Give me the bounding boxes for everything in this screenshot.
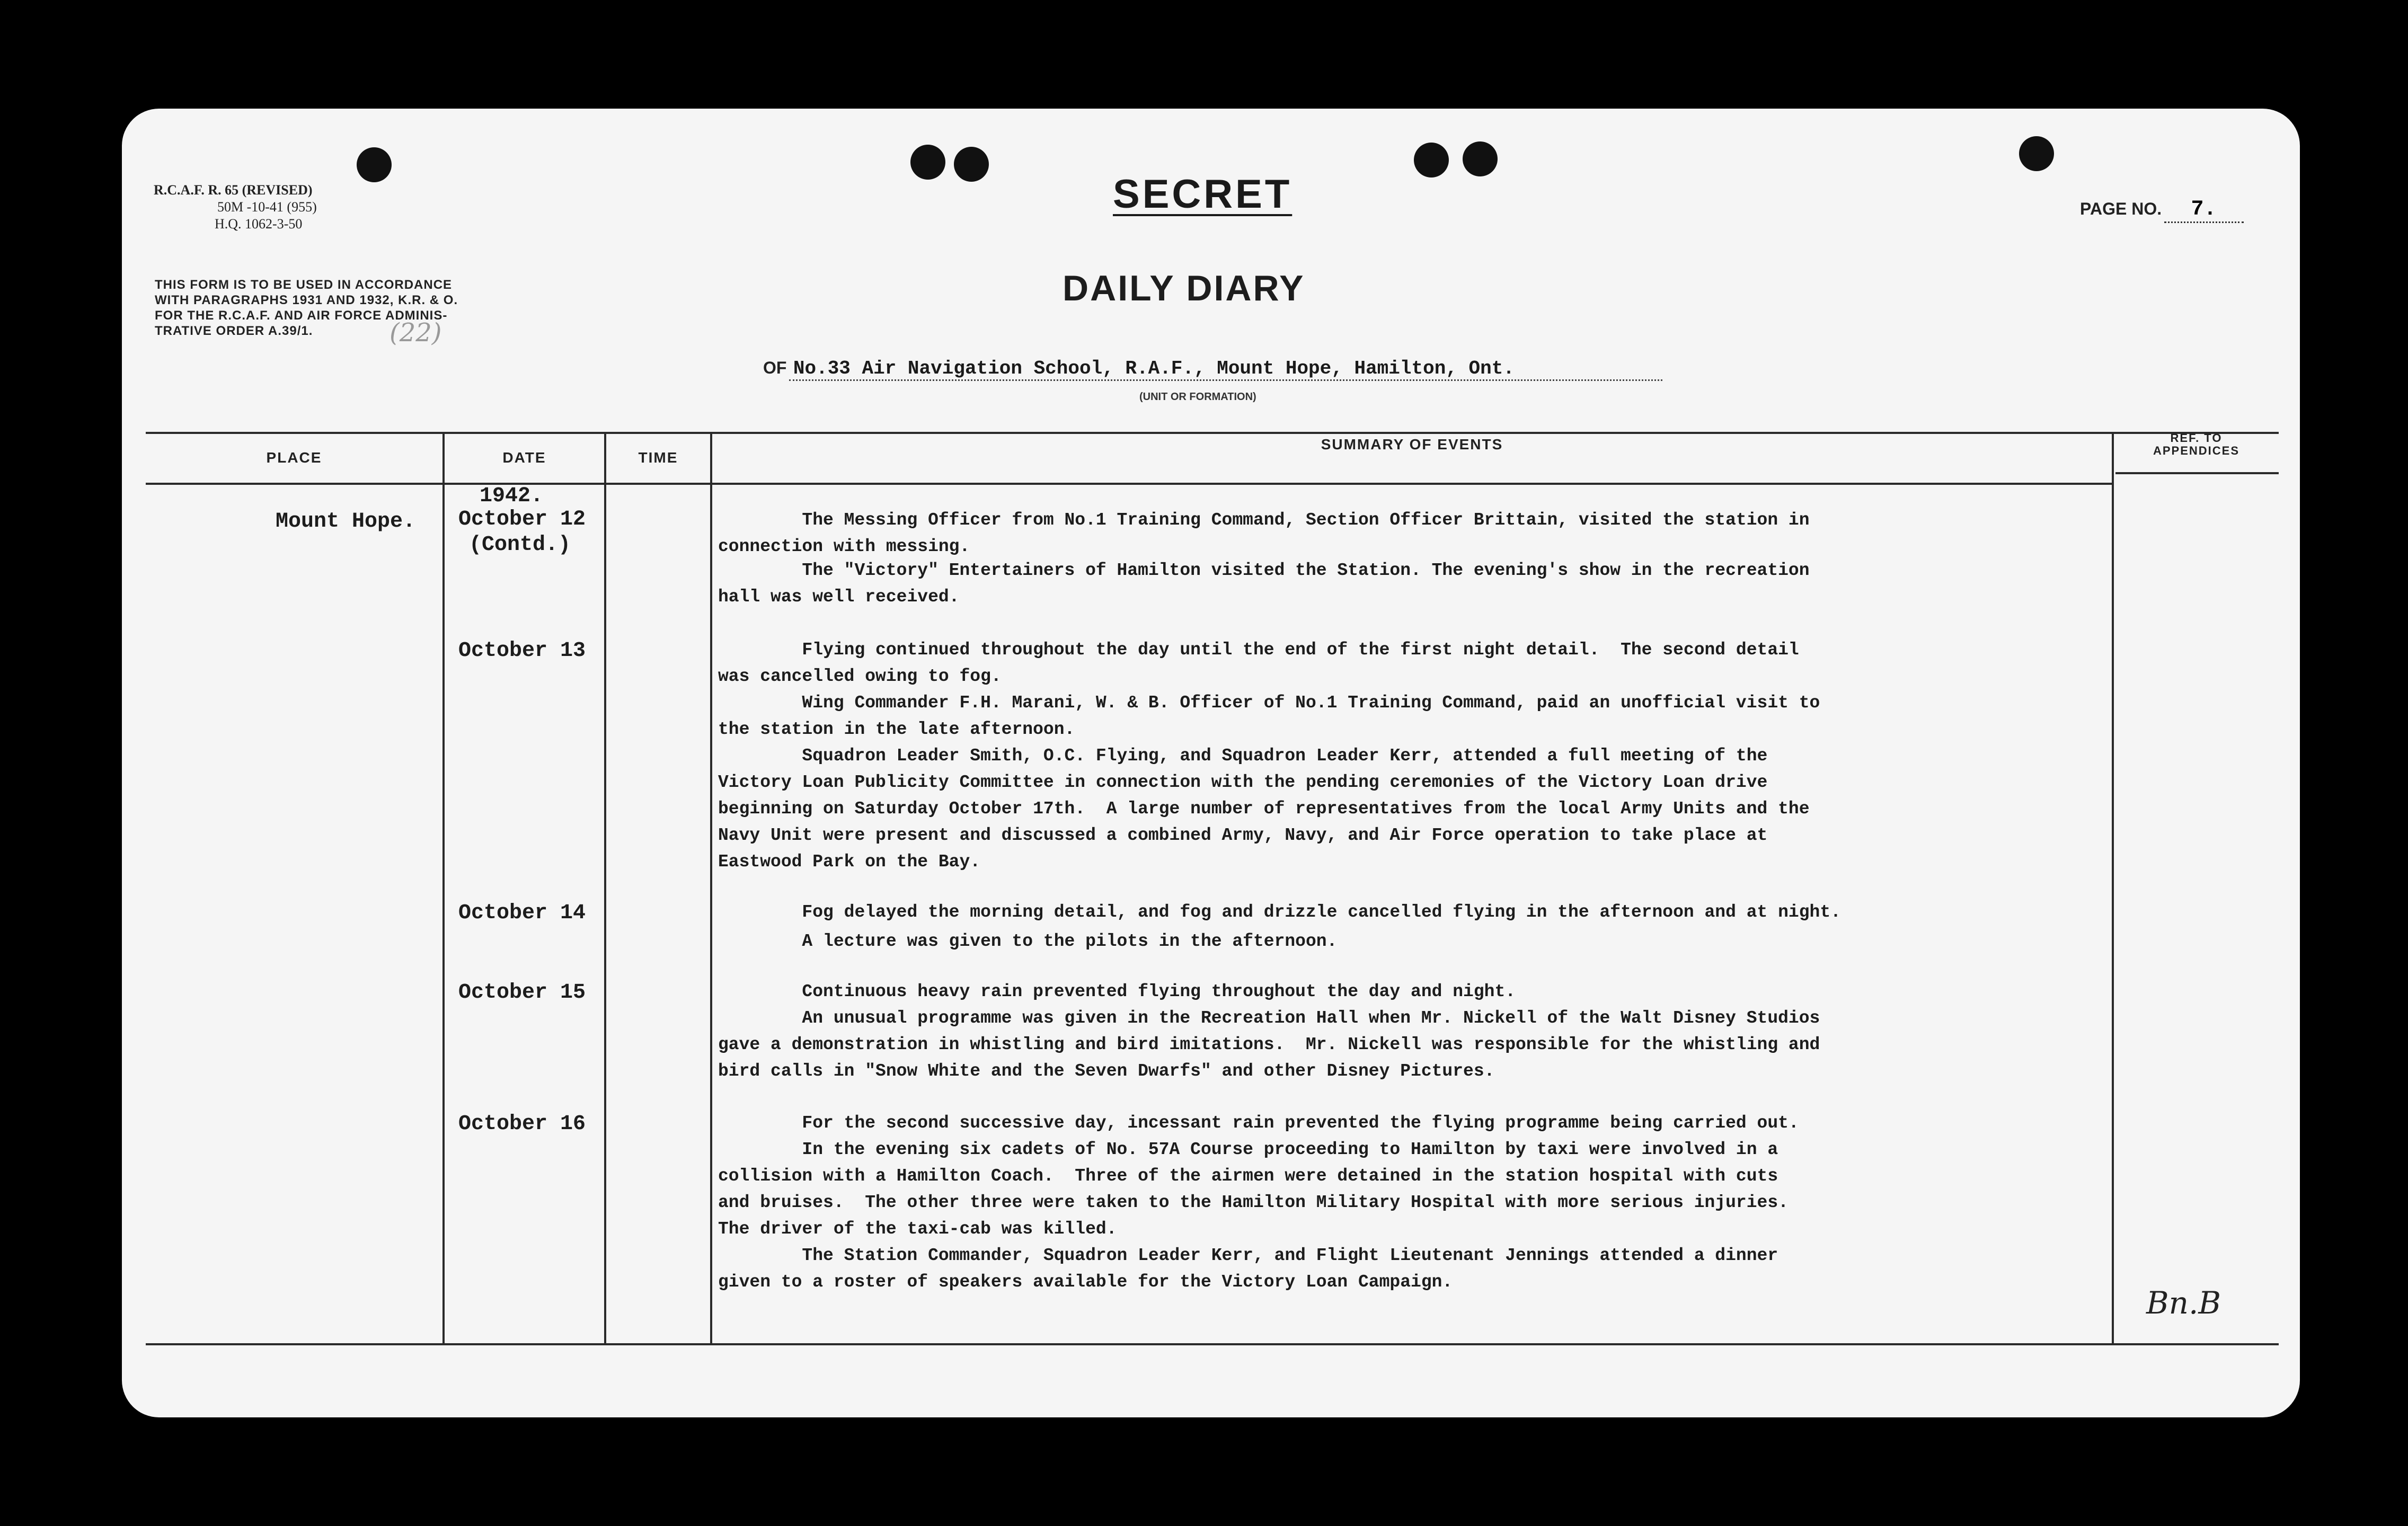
header-ref-line: APPENDICES xyxy=(2153,444,2240,457)
event-line: the station in the late afternoon. xyxy=(718,720,1075,739)
header-date: DATE xyxy=(502,449,546,466)
of-label: OF xyxy=(763,358,787,377)
entry-date-continued: (Contd.) xyxy=(469,533,571,557)
table-bottom-rule xyxy=(146,1343,2279,1345)
diary-form xyxy=(122,109,2300,1417)
punch-hole xyxy=(910,145,945,180)
header-bottom-rule-ref xyxy=(2115,472,2279,474)
header-ref-appendices xyxy=(2114,432,2279,457)
event-line: Fog delayed the morning detail, and fog and drizzle cancelled flying in the afternoon and at night. xyxy=(718,902,1841,922)
handwritten-initials: Bn.B xyxy=(2146,1285,2221,1321)
event-line: Continuous heavy rain prevented flying throughout the day and night. xyxy=(718,982,1516,1001)
form-ref-line: H.Q. 1062-3-50 xyxy=(215,216,303,232)
column-divider xyxy=(710,432,712,1343)
event-line: given to a roster of speakers available for the Victory Loan Campaign. xyxy=(718,1272,1453,1292)
form-ref-line: 50M -10-41 (955) xyxy=(217,199,317,215)
event-line: bird calls in "Snow White and the Seven Dwarfs" and other Disney Pictures. xyxy=(718,1061,1495,1081)
event-line: The Station Commander, Squadron Leader Kerr, and Flight Lieutenant Jennings attended a dinner xyxy=(718,1246,1778,1265)
secret-heading: SECRET xyxy=(1113,172,1292,217)
entry-place: Mount Hope. xyxy=(276,510,416,534)
form-reference xyxy=(154,182,317,233)
entry-date: October 12 xyxy=(458,508,586,531)
event-line: connection with messing. xyxy=(718,537,970,556)
event-line: Squadron Leader Smith, O.C. Flying, and Squadron Leader Kerr, attended a full meeting of the xyxy=(718,746,1768,766)
event-line: hall was well received. xyxy=(718,587,960,607)
event-line: For the second successive day, incessant rain prevented the flying programme being carried out. xyxy=(718,1113,1799,1133)
event-line: The Messing Officer from No.1 Training Command, Section Officer Brittain, visited the station in xyxy=(718,510,1810,530)
header-place: PLACE xyxy=(266,449,322,466)
entry-year: 1942. xyxy=(480,484,544,508)
event-line: collision with a Hamilton Coach. Three of the airmen were detained in the station hospital with cuts xyxy=(718,1166,1778,1186)
column-divider xyxy=(604,432,606,1343)
page-number-field xyxy=(2080,198,2244,223)
entry-date: October 15 xyxy=(458,981,586,1005)
punch-hole xyxy=(1463,141,1498,176)
header-bottom-rule xyxy=(146,483,2112,485)
column-divider xyxy=(442,432,445,1343)
event-line: Flying continued throughout the day until the end of the first night detail. The second detail xyxy=(718,640,1799,660)
event-line: A lecture was given to the pilots in the afternoon. xyxy=(718,931,1338,951)
event-line: Victory Loan Publicity Committee in connection with the pending ceremonies of the Victory Loan drive xyxy=(718,773,1768,792)
entry-date: October 13 xyxy=(458,639,586,663)
event-line: gave a demonstration in whistling and bird imitations. Mr. Nickell was responsible for the whistling and xyxy=(718,1035,1820,1054)
event-line: beginning on Saturday October 17th. A large number of representatives from the local Army Units and the xyxy=(718,799,1810,819)
event-line: An unusual programme was given in the Recreation Hall when Mr. Nickell of the Walt Disney Studios xyxy=(718,1008,1820,1028)
event-line: Eastwood Park on the Bay. xyxy=(718,852,981,872)
form-title: DAILY DIARY xyxy=(1063,268,1305,308)
event-line: Navy Unit were present and discussed a combined Army, Navy, and Air Force operation to take place at xyxy=(718,826,1768,845)
event-line: The "Victory" Entertainers of Hamilton visited the Station. The evening's show in the recreation xyxy=(718,561,1810,580)
pencil-annotation: (22) xyxy=(389,318,442,348)
punch-hole xyxy=(1414,143,1449,178)
entry-date: October 16 xyxy=(458,1112,586,1136)
unit-value: No.33 Air Navigation School, R.A.F., Mount Hope, Hamilton, Ont. xyxy=(789,358,1662,381)
instruction-line: FOR THE R.C.A.F. AND AIR FORCE ADMINIS- xyxy=(155,308,448,323)
page-number-label: PAGE NO. xyxy=(2080,199,2162,218)
event-line: In the evening six cadets of No. 57A Course proceeding to Hamilton by taxi were involved in a xyxy=(718,1140,1778,1159)
page-number-value: 7. xyxy=(2164,198,2244,223)
punch-hole xyxy=(357,147,392,182)
event-line: was cancelled owing to fog. xyxy=(718,667,1002,686)
event-line: and bruises. The other three were taken to the Hamilton Military Hospital with more serious injuries. xyxy=(718,1193,1789,1212)
table-top-rule xyxy=(146,432,2279,434)
instruction-line: WITH PARAGRAPHS 1931 AND 1932, K.R. & O. xyxy=(155,293,458,307)
punch-hole xyxy=(954,147,989,182)
header-summary: SUMMARY OF EVENTS xyxy=(1321,436,1503,453)
column-divider xyxy=(2112,432,2114,1343)
event-line: Wing Commander F.H. Marani, W. & B. Officer of No.1 Training Command, paid an unofficial visit to xyxy=(718,693,1820,713)
header-ref-line: REF. TO xyxy=(2170,431,2223,445)
form-ref-line: R.C.A.F. R. 65 (REVISED) xyxy=(154,182,313,198)
entry-date: October 14 xyxy=(458,901,586,925)
instruction-line: TRATIVE ORDER A.39/1. xyxy=(155,324,313,338)
unit-caption: (UNIT OR FORMATION) xyxy=(1139,391,1256,403)
instruction-line: THIS FORM IS TO BE USED IN ACCORDANCE xyxy=(155,278,453,292)
event-line: The driver of the taxi-cab was killed. xyxy=(718,1219,1117,1239)
punch-hole xyxy=(2019,136,2054,171)
header-time: TIME xyxy=(638,449,678,466)
unit-field xyxy=(763,358,1662,381)
